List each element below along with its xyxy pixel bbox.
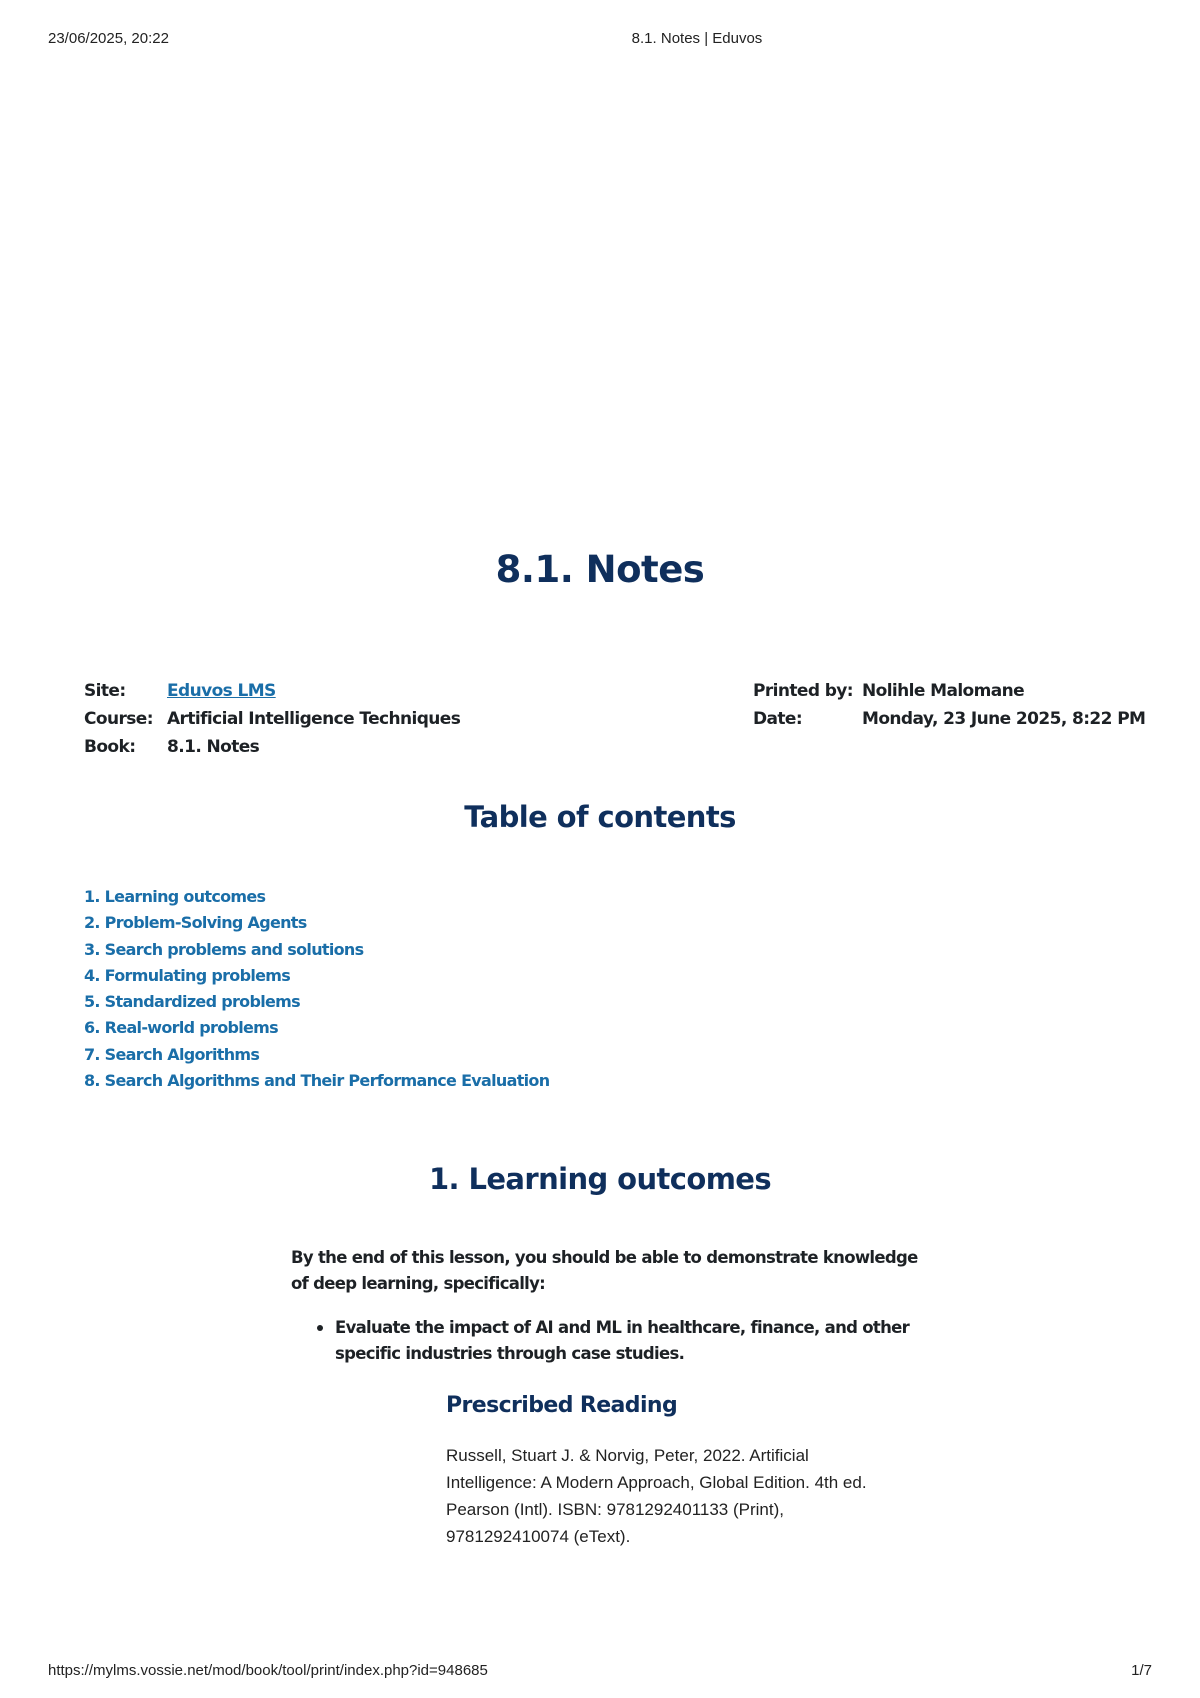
- meta-printed-by-row: [753, 677, 1145, 705]
- bullet-icon: [317, 1325, 323, 1331]
- prescribed-reading-text: Russell, Stuart J. & Norvig, Peter, 2022. Artificial Intelligence: A Modern Approach, Global Edition. 4th ed. Pearson (Intl). ISBN: 9781292401133 (Print), 9781292410074 (eText).: [446, 1446, 867, 1546]
- print-timestamp: 23/06/2025, 20:22: [48, 30, 169, 47]
- outcome-text: Evaluate the impact of AI and ML in healthcare, finance, and other specific industries through case studies.: [335, 1318, 910, 1363]
- site-link[interactable]: Eduvos LMS: [167, 681, 276, 701]
- print-page-title: 8.1. Notes | Eduvos: [631, 30, 763, 47]
- meta-book-value: 8.1. Notes: [167, 737, 260, 757]
- toc-title: Table of contents: [464, 800, 736, 834]
- toc-link-real-world-problems[interactable]: 6. Real-world problems: [84, 1018, 278, 1038]
- toc-item: [84, 1015, 549, 1041]
- toc-link-search-algorithms[interactable]: 7. Search Algorithms: [84, 1044, 260, 1064]
- toc-link-search-problems[interactable]: 3. Search problems and solutions: [84, 939, 364, 959]
- chapter-title: 1. Learning outcomes: [428, 1162, 772, 1196]
- meta-date-row: [753, 705, 1145, 733]
- outcomes-list: [335, 1315, 915, 1367]
- meta-course-label: Course:: [84, 709, 153, 729]
- toc-item: [84, 989, 549, 1015]
- meta-site-label: Site:: [84, 681, 126, 701]
- meta-site-row: [84, 677, 460, 705]
- toc-link-problem-solving-agents[interactable]: 2. Problem-Solving Agents: [84, 913, 307, 933]
- toc-item: [84, 1042, 549, 1068]
- prescribed-reading-title: Prescribed Reading: [446, 1393, 678, 1418]
- meta-book-label: Book:: [84, 737, 136, 757]
- toc-item: [84, 884, 549, 910]
- toc-link-standardized-problems[interactable]: 5. Standardized problems: [84, 992, 300, 1012]
- toc-item: [84, 963, 549, 989]
- toc-link-search-algorithms-performance[interactable]: 8. Search Algorithms and Their Performance Evaluation: [84, 1071, 550, 1091]
- toc-link-formulating-problems[interactable]: 4. Formulating problems: [84, 965, 291, 985]
- book-meta-right: [753, 677, 1145, 733]
- book-meta-left: [84, 677, 460, 761]
- chapter-intro: By the end of this lesson, you should be able to demonstrate knowledge of deep learning, specifically:: [291, 1248, 918, 1293]
- list-item: [335, 1315, 915, 1367]
- meta-course-row: [84, 705, 460, 733]
- toc-item: [84, 1068, 549, 1094]
- meta-book-row: [84, 733, 460, 761]
- meta-date-value: Monday, 23 June 2025, 8:22 PM: [862, 709, 1146, 729]
- toc-item: [84, 937, 549, 963]
- meta-date-label: Date:: [753, 709, 803, 729]
- print-header: [0, 30, 1200, 50]
- toc-link-learning-outcomes[interactable]: 1. Learning outcomes: [84, 887, 266, 906]
- page-number: 1/7: [1131, 1662, 1152, 1679]
- meta-printed-by-label: Printed by:: [753, 681, 853, 701]
- toc-list: [84, 884, 549, 1094]
- meta-course-value: Artificial Intelligence Techniques: [167, 709, 461, 729]
- book-title: 8.1. Notes: [495, 548, 705, 591]
- print-url: https://mylms.vossie.net/mod/book/tool/print/index.php?id=948685: [48, 1662, 488, 1679]
- print-footer: [0, 1662, 1200, 1682]
- toc-item: [84, 910, 549, 936]
- meta-printed-by-value: Nolihle Malomane: [862, 681, 1025, 701]
